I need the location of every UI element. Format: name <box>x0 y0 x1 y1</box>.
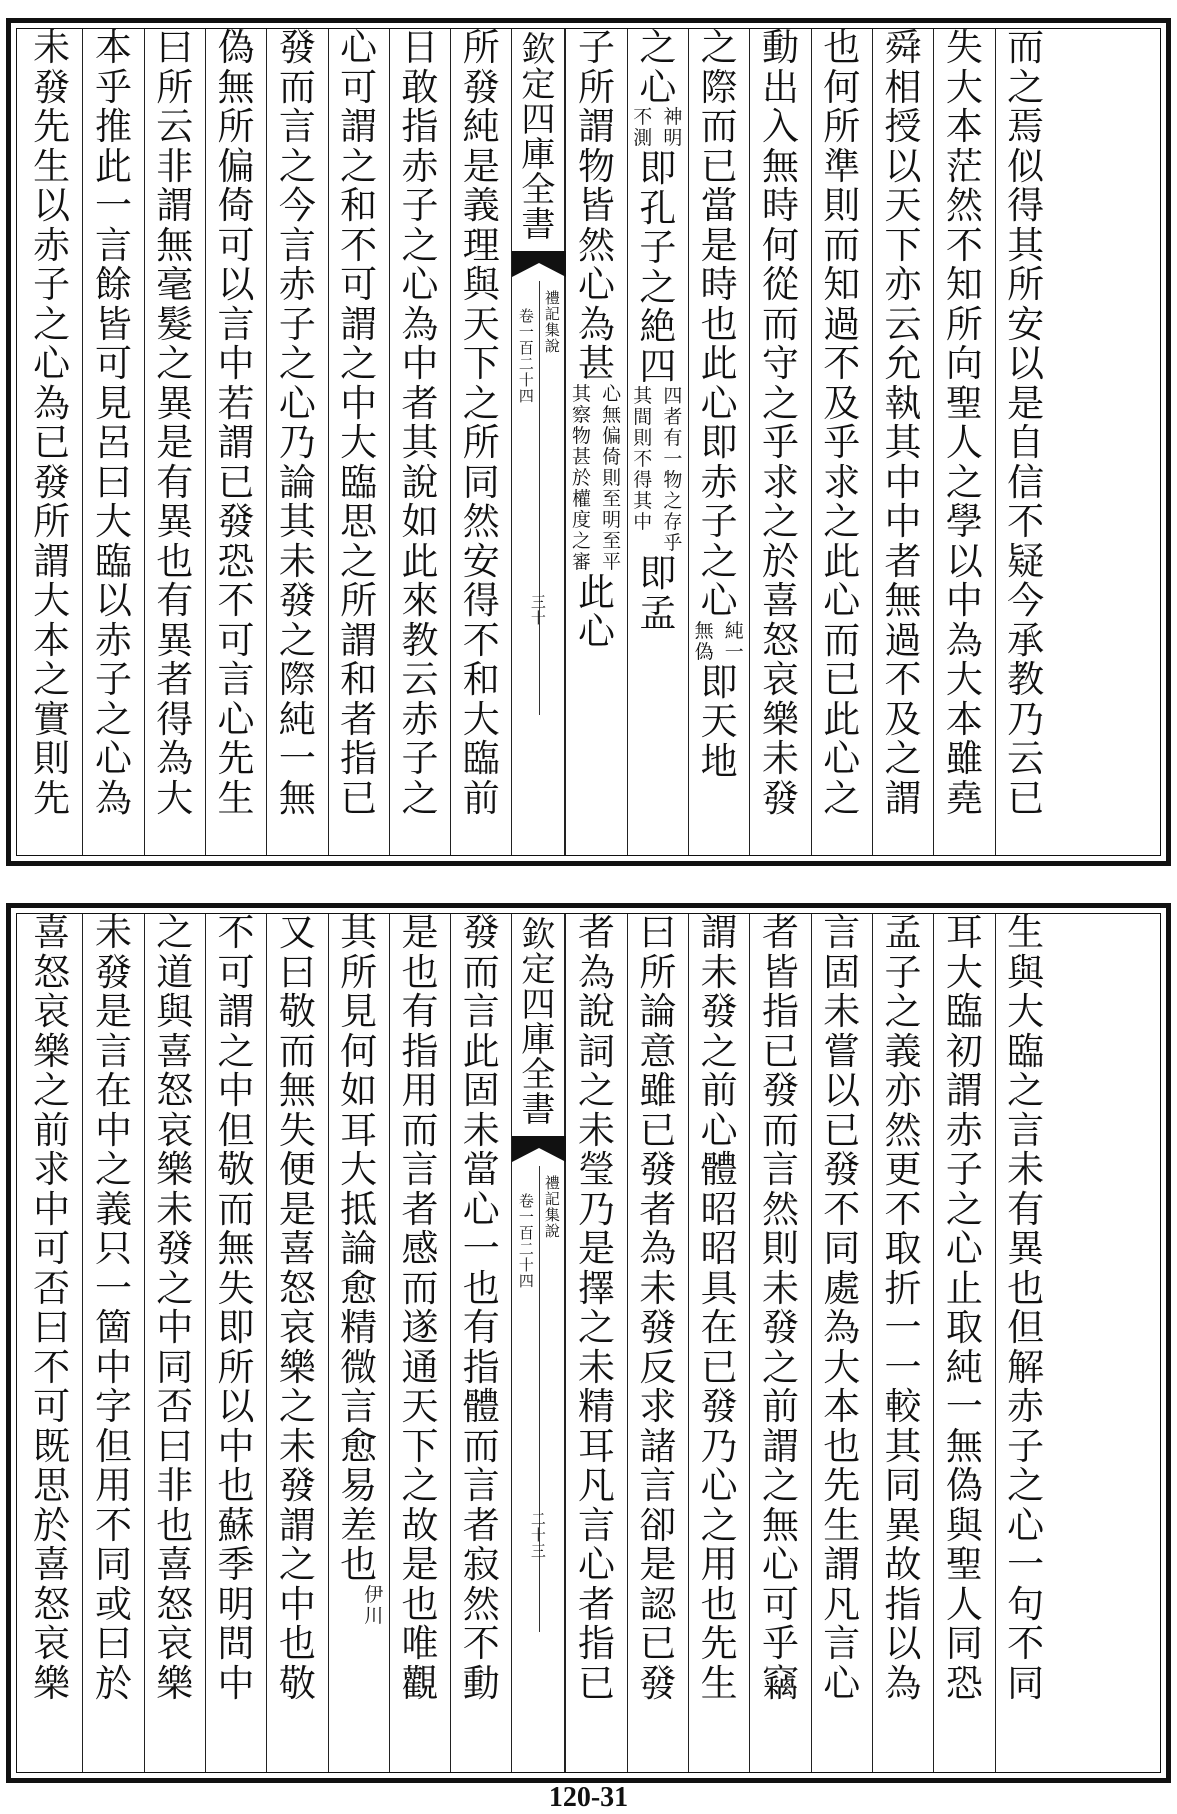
text-column <box>995 26 1056 855</box>
text-column <box>933 911 994 1772</box>
main-text: 失 大 本 茫 然 不 知 所 向 聖 人 之 學 以 中 為 大 本 雖 堯 <box>945 26 983 820</box>
interlinear-note <box>566 382 626 574</box>
text-column <box>144 911 205 1772</box>
note-right: 神 明 <box>663 106 683 149</box>
page-bottom <box>6 903 1171 1783</box>
main-text: 子 所 謂 物 皆 然 心 為 甚 <box>578 26 616 385</box>
text-column <box>688 26 749 855</box>
text-column <box>389 26 450 855</box>
text-column <box>144 26 205 855</box>
text-column <box>565 911 626 1772</box>
text-column <box>872 26 933 855</box>
interlinear-note <box>689 619 749 664</box>
main-text: 者 為 說 詞 之 未 瑩 乃 是 擇 之 未 精 耳 凡 言 心 者 指 已 <box>578 911 616 1705</box>
interlinear-note <box>628 387 688 555</box>
note-right: 純 一 <box>724 619 744 663</box>
interlinear-note <box>628 108 688 150</box>
note-right: 心 無 偏 倚 則 至 明 至 平 <box>602 382 622 573</box>
text-column <box>266 911 327 1772</box>
note-left <box>329 1586 359 1628</box>
text-column <box>811 26 872 855</box>
main-text: 日 敢 指 赤 子 之 心 為 中 者 其 說 如 此 來 教 云 赤 子 之 <box>401 26 439 820</box>
note-left: 不 測 <box>633 106 653 149</box>
text-column <box>205 911 266 1772</box>
banxin-center-strip <box>511 914 565 1772</box>
main-text: 生 與 大 臨 之 言 未 有 異 也 但 解 赤 子 之 心 一 句 不 同 <box>1007 911 1045 1705</box>
note-right: 伊 川 <box>364 1583 384 1627</box>
note-right: 四 者 有 一 物 之 存 乎 <box>663 385 683 554</box>
main-text: 偽 無 所 偏 倚 可 以 言 中 若 謂 已 發 恐 不 可 言 心 先 生 <box>217 26 255 820</box>
main-text: 心 可 謂 之 和 不 可 謂 之 中 大 臨 思 之 所 謂 和 者 指 已 <box>340 26 378 820</box>
text-column <box>565 26 626 855</box>
main-text: 曰 所 論 意 雖 已 發 者 為 未 發 反 求 諸 言 卻 是 認 已 發 <box>639 911 677 1705</box>
main-text: 發 而 言 之 今 言 赤 子 之 心 乃 論 其 未 發 之 際 純 一 無 <box>278 26 316 820</box>
main-text: 舜 相 授 以 天 下 亦 云 允 執 其 中 中 者 無 過 不 及 之 謂 <box>884 26 922 820</box>
page-number-footer: 120-31 <box>548 1782 629 1813</box>
banxin-volume: 卷 一 百 二 十 四 <box>518 307 534 405</box>
main-text: 所 發 純 是 義 理 與 天 下 之 所 同 然 安 得 不 和 大 臨 前 <box>462 26 500 820</box>
text-column <box>933 26 994 855</box>
main-text: 動 出 入 無 時 何 從 而 守 之 乎 求 之 於 喜 怒 哀 樂 未 發 <box>761 26 799 820</box>
text-column <box>627 911 688 1772</box>
banxin-title: 欽 定 四 庫 全 書 <box>521 30 556 245</box>
page-top <box>6 18 1171 866</box>
fishtail-mark <box>512 1136 564 1164</box>
main-text: 之 際 而 已 當 是 時 也 此 心 即 赤 子 之 心 <box>700 26 738 622</box>
banxin-folio-number: 二 十 三 <box>530 1510 546 1560</box>
main-text: 也 何 所 準 則 而 知 過 不 及 乎 求 之 此 心 而 已 此 心 之 <box>823 26 861 820</box>
text-column <box>389 911 450 1772</box>
note-left: 無 偽 <box>694 619 714 663</box>
text-column <box>82 26 143 855</box>
text-column <box>21 26 82 855</box>
banxin-center-line <box>539 281 540 715</box>
main-text: 即 天 地 <box>700 660 738 783</box>
note-left: 其 間 則 不 得 其 中 <box>633 385 653 533</box>
page-inner-frame <box>16 913 1161 1773</box>
text-column <box>811 911 872 1772</box>
text-column <box>688 911 749 1772</box>
banxin-folio-number: 三 十 <box>530 593 546 627</box>
main-text: 此 心 <box>578 570 616 653</box>
main-text: 發 而 言 此 固 未 當 心 一 也 有 指 體 而 言 者 寂 然 不 動 <box>462 911 500 1705</box>
banxin-title: 欽 定 四 庫 全 書 <box>521 915 556 1130</box>
text-column <box>21 911 82 1772</box>
main-text: 孟 子 之 義 亦 然 更 不 取 折 一 一 較 其 同 異 故 指 以 為 <box>884 911 922 1705</box>
text-column <box>328 26 389 855</box>
main-text: 謂 未 發 之 前 心 體 昭 昭 具 在 已 發 乃 心 之 用 也 先 生 <box>700 911 738 1705</box>
main-text: 即 孔 子 之 絶 四 <box>639 147 677 388</box>
text-column <box>82 911 143 1772</box>
text-column <box>995 911 1056 1772</box>
fishtail-mark <box>512 251 564 279</box>
banxin-book-title: 禮 記 集 說 <box>544 1174 560 1240</box>
text-column <box>266 26 327 855</box>
main-text: 言 固 未 嘗 以 已 發 不 同 處 為 大 本 也 先 生 謂 凡 言 心 <box>823 911 861 1705</box>
text-column <box>205 26 266 855</box>
banxin-center-strip <box>511 29 565 855</box>
main-text: 耳 大 臨 初 謂 赤 子 之 心 止 取 純 一 無 偽 與 聖 人 同 恐 <box>945 911 983 1705</box>
text-column <box>749 26 810 855</box>
text-columns <box>17 911 1160 1772</box>
main-text: 不 可 謂 之 中 但 敬 而 無 失 即 所 以 中 也 蘇 季 明 問 中 <box>217 911 255 1705</box>
text-columns <box>17 26 1160 855</box>
main-text: 未 發 先 生 以 赤 子 之 心 為 已 發 所 謂 大 本 之 實 則 先 <box>33 26 71 820</box>
main-text: 本 乎 推 此 一 言 餘 皆 可 見 呂 曰 大 臨 以 赤 子 之 心 為 <box>94 26 132 820</box>
main-text: 者 皆 指 已 發 而 言 然 則 未 發 之 前 謂 之 無 心 可 乎 竊 <box>761 911 799 1705</box>
main-text: 又 曰 敬 而 無 失 便 是 喜 怒 哀 樂 之 未 發 謂 之 中 也 敬 <box>278 911 316 1705</box>
main-text: 未 發 是 言 在 中 之 義 只 一 箇 中 字 但 用 不 同 或 曰 於 <box>94 911 132 1705</box>
note-left: 其 察 物 甚 於 權 度 之 審 <box>571 382 591 573</box>
page-inner-frame <box>16 28 1161 856</box>
text-column <box>872 911 933 1772</box>
interlinear-note <box>329 1583 389 1628</box>
text-column <box>328 911 389 1772</box>
main-text: 之 道 與 喜 怒 哀 樂 未 發 之 中 同 否 曰 非 也 喜 怒 哀 樂 <box>156 911 194 1705</box>
text-column <box>450 26 511 855</box>
banxin-book-title: 禮 記 集 說 <box>544 289 560 355</box>
main-text: 而 之 焉 似 得 其 所 安 以 是 自 信 不 疑 今 承 教 乃 云 已 <box>1007 26 1045 820</box>
text-column <box>450 911 511 1772</box>
main-text: 曰 所 云 非 謂 無 毫 髮 之 異 是 有 異 也 有 異 者 得 為 大 <box>156 26 194 820</box>
main-text: 即 孟 <box>639 552 677 635</box>
text-column <box>627 26 688 855</box>
banxin-volume: 卷 一 百 二 十 四 <box>518 1192 534 1290</box>
main-text: 其 所 見 何 如 耳 大 抵 論 愈 精 微 言 愈 易 差 也 <box>340 911 378 1586</box>
text-column <box>749 911 810 1772</box>
main-text: 是 也 有 指 用 而 言 者 感 而 遂 通 天 下 之 故 是 也 唯 觀 <box>401 911 439 1705</box>
main-text: 之 心 <box>639 26 677 109</box>
main-text: 喜 怒 哀 樂 之 前 求 中 可 否 曰 不 可 既 思 於 喜 怒 哀 樂 <box>33 911 71 1705</box>
banxin-center-line <box>539 1166 540 1632</box>
